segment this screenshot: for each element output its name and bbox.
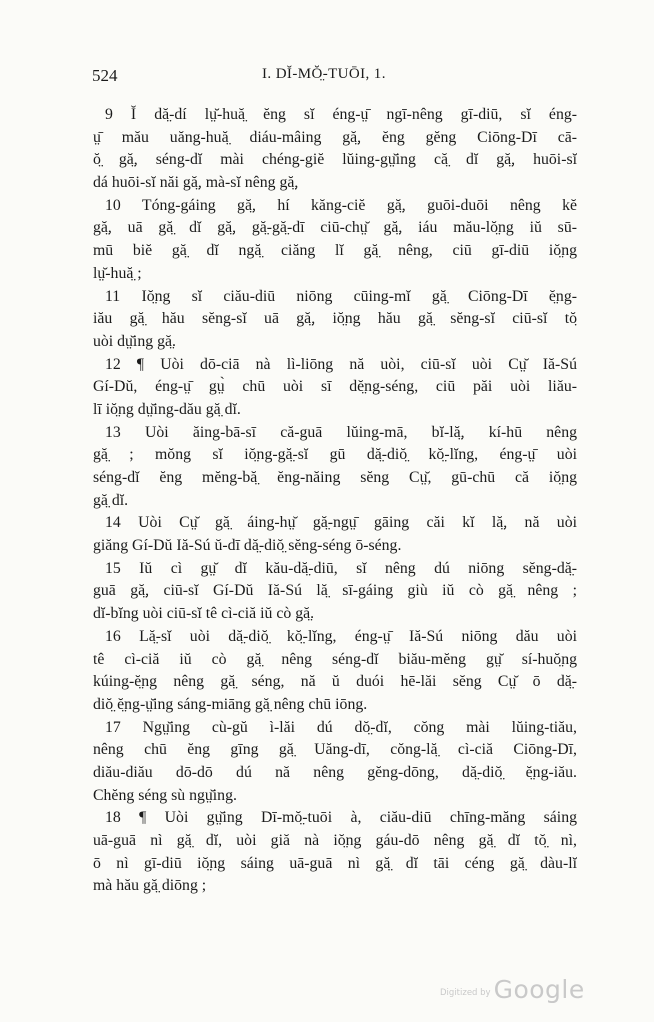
text-line: 11 Iŏ̤ng sĭ ciău-diū niōng cūing-mĭ gă̤ Ciōng-Dī ĕ̤ng- <box>105 287 577 305</box>
text-line: gă̤ dĭ. <box>93 491 129 509</box>
text-line: 13 Uòi ăing-bā-sī că-guā lŭing-mā, bĭ-lă̤, kí-hū nêng <box>105 423 577 441</box>
text-line: Gí-Dŭ, éng-ṳ̄ gṳ̀ chū uòi sī dĕ̤ng-séng, ciū păi uòi liău- <box>93 378 577 396</box>
text-line: ŏ̤ gă̤, séng-dĭ mài chéng-giĕ lŭing-gṳ̆ing că̤ dĭ gă̤, huōi-sĭ <box>93 151 577 169</box>
text-line: iău gă̤ hău sĕng-sĭ uā gă̤, iŏ̤ng hău gă̤ sĕng-sĭ ciū-sĭ tŏ̤ <box>93 310 577 328</box>
text-line: uòi dṳ̆ing gă̤. <box>93 332 176 350</box>
digitized-by-google-watermark <box>440 975 585 1004</box>
text-line: gă̤, uā gă̤ dĭ gă̤, gă̤-gă̤-dī ciū-chṳ̆ gă̤, iáu mău-lŏ̤ng iŭ sū- <box>93 219 577 237</box>
text-line: gă̤ ; mŏng sĭ iŏ̤ng-gă̤-sĭ gū dă̤-diŏ̤ kŏ̤-lĭng, éng-ṳ̄ uòi <box>93 446 577 464</box>
text-line: 17 Ngṳ̆ing cù-gŭ ì-lăi dú dŏ̤-dĭ, cŏng mài lŭing-tiău, <box>105 718 577 736</box>
text-line: lṳ̆-huă̤ ; <box>93 264 142 282</box>
text-line: 14 Uòi Cṳ̆ gă̤ áing-hṳ̆ gă̤-ngṳ̄ gāing căi kĭ lă̤, nă uòi <box>105 514 577 532</box>
text-line: diău-diău dō-dō dú nă nêng gĕng-dōng, dă̤-diŏ̤ ĕ̤ng-iău. <box>93 763 577 781</box>
text-line: diŏ̤ ĕ̤ng-ṳ̆ing sáng-miāng gă̤ nêng chū iōng. <box>93 695 368 713</box>
text-line: Chĕng séng sù ngṳ̆ing. <box>93 786 237 804</box>
page-number: 524 <box>92 66 118 85</box>
body-text <box>93 104 577 898</box>
text-line: dá huōi-sĭ năi gă̤, mà-sĭ nêng gă̤, <box>93 174 299 192</box>
text-line: dĭ-bĭng uòi ciū-sĭ tê cì-ciă iŭ cò gă̤. <box>93 605 315 623</box>
text-line: guā gă̤, ciū-sĭ Gí-Dŭ Iă-Sú lă̤ sī-gáing giù iŭ cò gă̤ nêng ; <box>93 582 577 600</box>
text-line: 18 ¶ Uòi gṳ̆ing Dī-mŏ̤-tuōi à, ciău-diū chīng-măng sáing <box>105 809 577 827</box>
text-line: giăng Gí-Dŭ Iă-Sú ŭ-dī dă̤-diŏ̤ sĕng-séng ō-séng. <box>93 537 402 555</box>
watermark-brand: Google <box>493 975 585 1004</box>
text-line: ṳ̄ mău uăng-huă̤ diáu-mâing gă̤, ĕng gĕng Ciōng-Dī cā- <box>93 128 577 146</box>
running-title: I. DĬ-MŎ̤-TUŌI, 1. <box>262 66 386 82</box>
text-line: 12 ¶ Uòi dō-ciā nà lì-liōng nă uòi, ciū-sĭ uòi Cṳ̆ Iă-Sú <box>105 355 577 373</box>
text-line: lī iŏ̤ng dṳ̆ing-dău gă̤ dĭ. <box>93 400 241 418</box>
watermark-prefix: Digitized by <box>440 988 491 998</box>
text-line: mà hău gă̤ diōng ; <box>93 877 207 895</box>
text-line: 10 Tóng-gáing gă̤, hí kăng-ciĕ gă̤, guōi-duōi nêng kĕ <box>105 196 577 214</box>
text-line: 16 Lă̤-sĭ uòi dă̤-diŏ̤ kŏ̤-lĭng, éng-ṳ̄ Iă-Sú niōng dău uòi <box>105 627 577 645</box>
text-line: séng-dĭ ĕng mĕng-bă̤ ĕng-năing sĕng Cṳ̆, gū-chū că iŏ̤ng <box>93 469 577 486</box>
text-line: ō nì gī-diū iŏ̤ng sáing uā-guā nì gă̤ dĭ tāi céng gă̤ dàu-lĭ <box>93 854 577 872</box>
text-line: mū biĕ gă̤ dĭ ngă̤ ciăng lĭ gă̤ nêng, ciū gī-diū iŏ̤ng <box>93 242 577 260</box>
text-line: 15 Iŭ cì gṳ̆ dĭ kău-dă̤-diū, sĭ nêng dú niōng sĕng-dă̤- <box>105 559 577 577</box>
text-line: kúing-ĕ̤ng nêng gă̤ séng, nă ŭ duói hē-lăi sĕng Cṳ̆ ō dă̤- <box>93 673 577 691</box>
text-line: uā-guā nì gă̤ dĭ, uòi giă nà iŏ̤ng gáu-dō nêng gă̤ dĭ tŏ̤ nì, <box>93 832 577 849</box>
text-line: nêng chū ĕng gīng gă̤ Uăng-dī, cŏng-lă̤ cì-ciă Ciōng-Dī, <box>93 741 577 759</box>
text-line: tê cì-ciă iŭ cò gă̤ nêng séng-dĭ biău-mĕng gṳ̆ sí-huŏ̤ng <box>93 650 577 668</box>
text-line: 9 Ĭ dă̤-dí lṳ̆-huă̤ ĕng sĭ éng-ṳ̄ ngī-nêng gī-diū, sĭ éng- <box>105 106 577 123</box>
